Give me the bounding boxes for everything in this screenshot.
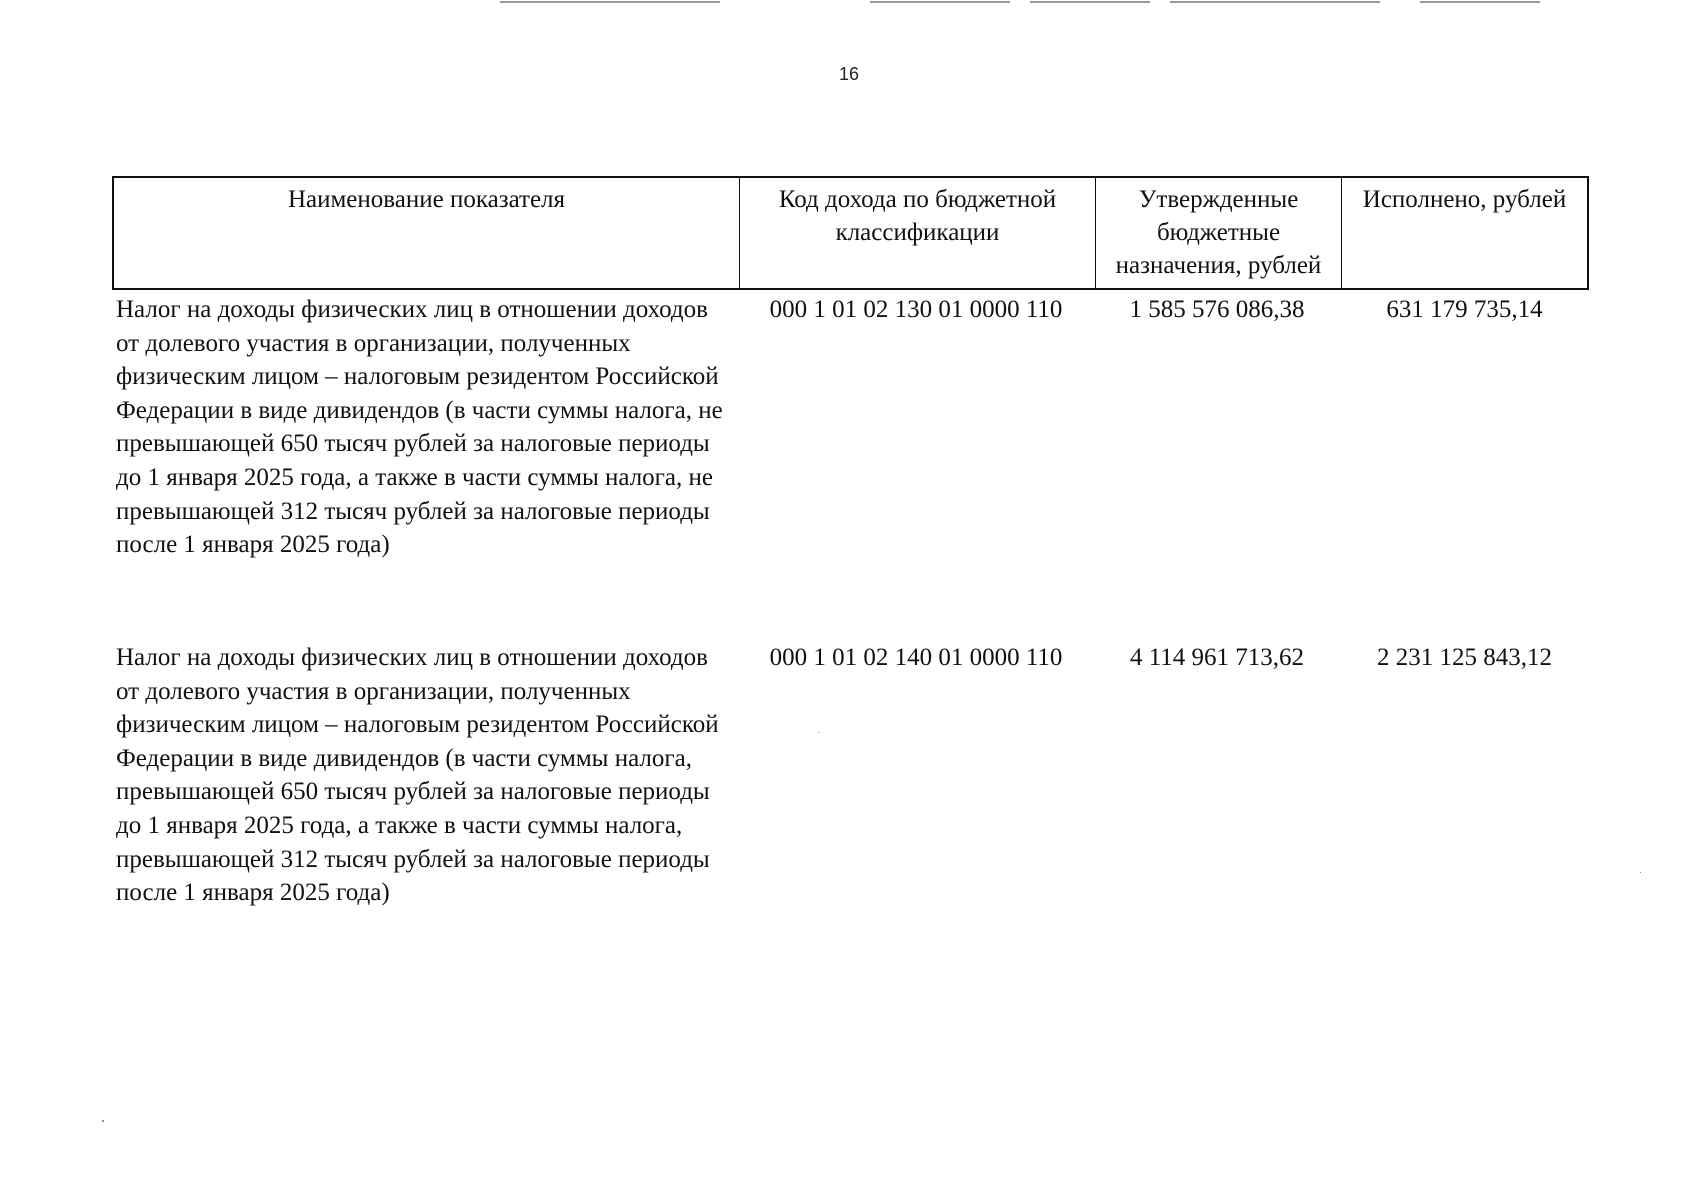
scan-artifact <box>870 1 1010 3</box>
row-code: 000 1 01 02 140 01 0000 110 <box>769 644 1063 671</box>
table-row <box>112 293 1589 562</box>
header-name: Наименование показателя <box>114 178 740 288</box>
scan-artifact <box>500 1 720 3</box>
scan-speck <box>818 732 819 733</box>
header-approved: Утвержденные бюджетные назначения, рублей <box>1096 178 1342 288</box>
scan-artifact <box>1170 1 1380 3</box>
scan-speck <box>102 1120 104 1122</box>
scan-artifact <box>1030 1 1150 3</box>
row-code: 000 1 01 02 130 01 0000 110 <box>769 296 1063 323</box>
scan-artifact <box>1420 1 1540 3</box>
header-code: Код дохода по бюджетной классификации <box>740 178 1096 288</box>
table-header <box>112 176 1589 290</box>
page-number: 16 <box>838 64 860 84</box>
table-row <box>112 641 1589 910</box>
row-name: Налог на доходы физических лиц в отношении доходов от долевого участия в организации, полученных физическим лицом – налоговым резидентом Российской Федерации в виде дивидендов (в части суммы налога, не превышающей 650 тысяч рублей за налоговые периоды до 1 января 2025 года, а также в части суммы налога, не превышающей 312 тысяч рублей за налоговые периоды после 1 января 2025 года) <box>116 296 723 559</box>
row-executed: 631 179 735,14 <box>1386 296 1543 323</box>
scan-speck <box>1640 872 1641 873</box>
row-approved: 1 585 576 086,38 <box>1129 296 1305 323</box>
row-name: Налог на доходы физических лиц в отношении доходов от долевого участия в организации, полученных физическим лицом – налоговым резидентом Российской Федерации в виде дивидендов (в части суммы налога, превышающей 650 тысяч рублей за налоговые периоды до 1 января 2025 года, а также в части суммы налога, превышающей 312 тысяч рублей за налоговые периоды после 1 января 2025 года) <box>116 644 719 907</box>
row-approved: 4 114 961 713,62 <box>1129 644 1305 671</box>
row-executed: 2 231 125 843,12 <box>1377 644 1552 671</box>
header-executed: Исполнено, рублей <box>1362 186 1567 213</box>
